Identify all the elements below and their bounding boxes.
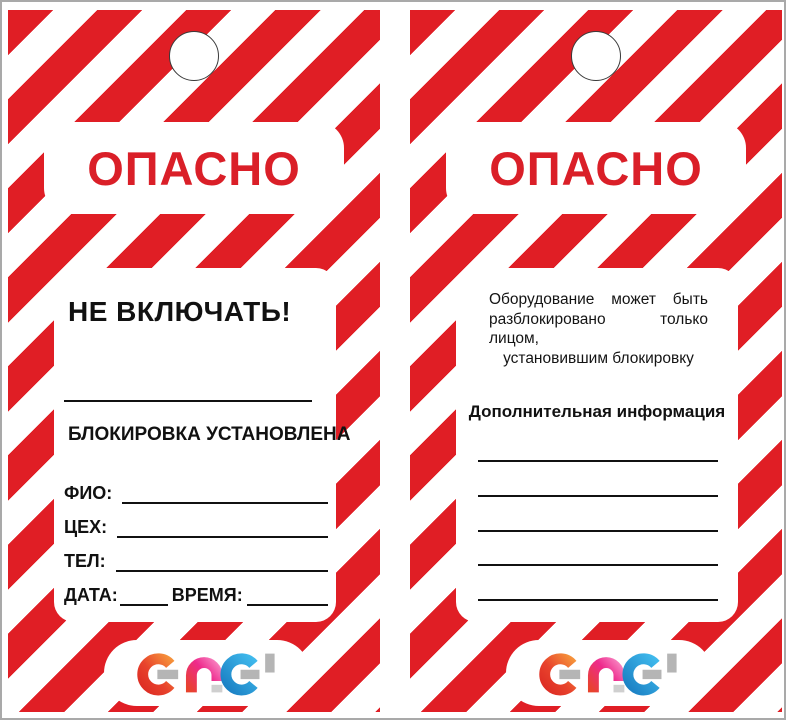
blank-line	[478, 460, 718, 495]
field-label: ТЕЛ:	[64, 551, 106, 571]
subhead: БЛОКИРОВКА УСТАНОВЛЕНА	[68, 424, 351, 445]
date-label: ДАТА:	[64, 585, 118, 605]
date-line	[120, 586, 168, 606]
danger-title: ОПАСНО	[489, 141, 703, 195]
time-label: ВРЕМЯ:	[171, 585, 243, 605]
field-label: ФИО:	[64, 483, 113, 503]
enel-logo-plaque	[104, 640, 310, 706]
unlock-note-line: разблокировано только лицом,	[489, 310, 708, 347]
tag-back	[410, 10, 782, 712]
punch-hole	[169, 31, 219, 81]
blank-line	[478, 564, 718, 599]
back-panel	[456, 268, 738, 622]
field-label: ЦЕХ:	[64, 517, 108, 537]
danger-title: ОПАСНО	[87, 141, 301, 195]
date-time-row	[64, 572, 328, 606]
enel-logo-plaque	[506, 640, 712, 706]
enel-logo	[131, 647, 283, 699]
field-row	[64, 504, 328, 538]
time-line	[247, 586, 328, 606]
write-line	[64, 400, 312, 402]
front-panel	[54, 268, 351, 622]
headline: НЕ ВКЛЮЧАТЬ!	[68, 296, 292, 327]
field-row	[64, 538, 328, 572]
blank-lines	[478, 460, 718, 634]
field-line	[117, 518, 328, 538]
info-heading: Дополнительная информация	[468, 402, 726, 421]
tag-front	[8, 10, 380, 712]
unlock-note	[489, 290, 708, 368]
field-row	[64, 470, 328, 504]
field-list	[64, 470, 328, 606]
enel-logo	[533, 647, 685, 699]
blank-line	[478, 495, 718, 530]
punch-hole	[571, 31, 621, 81]
unlock-note-line: Оборудование может быть	[489, 291, 708, 308]
blank-line	[478, 599, 718, 634]
blank-line	[478, 530, 718, 565]
danger-plaque	[44, 122, 344, 214]
danger-plaque	[446, 122, 746, 214]
unlock-note-line: установившим блокировку	[503, 349, 694, 367]
field-line	[122, 484, 328, 504]
field-line	[116, 552, 328, 572]
